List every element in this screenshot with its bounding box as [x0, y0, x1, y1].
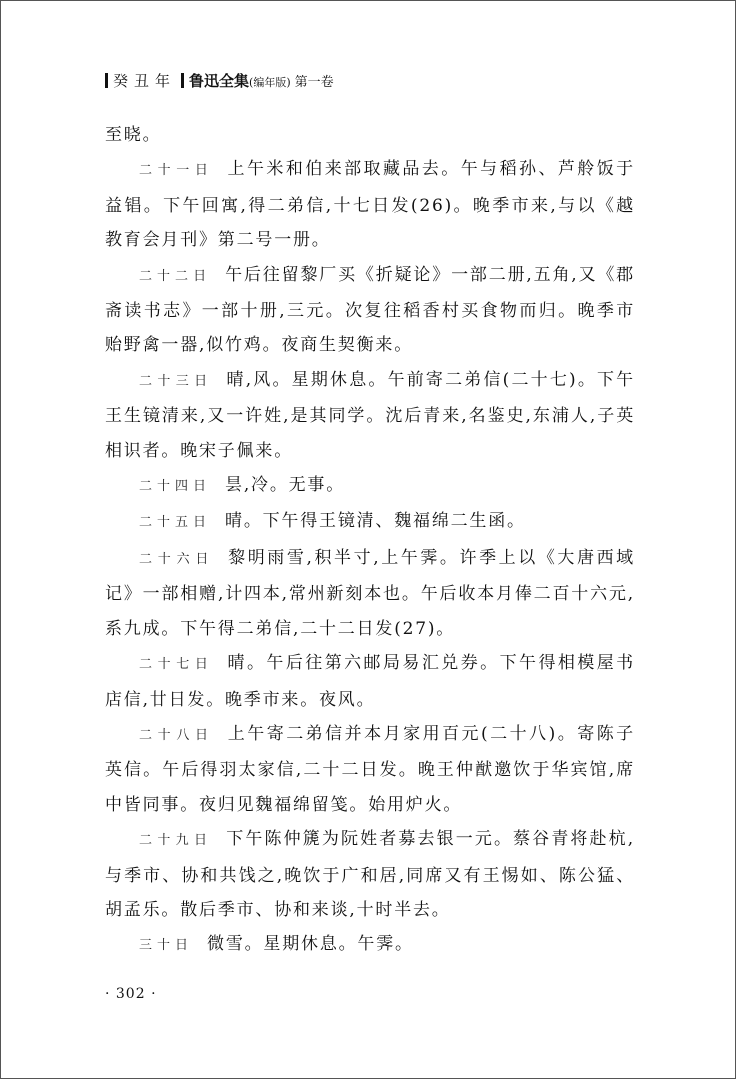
header-title: 鲁迅全集 [189, 72, 250, 90]
entry-date: 二十七日 [139, 657, 214, 673]
entry-text: 至晓。 [105, 125, 162, 145]
diary-entry [105, 152, 635, 257]
diary-entry [105, 927, 635, 963]
header-year: 癸丑年 [113, 72, 177, 90]
header-edition: (编年版) [249, 76, 291, 89]
entry-date: 二十一日 [139, 163, 214, 179]
diary-entry [105, 363, 635, 468]
entry-text: 午后往留黎厂买《折疑论》一部二册,五角,又《郡斋读书志》一部十册,三元。次复往稻香村买食物而归。晚季市贻野禽一器,似竹鸡。夜商生契衡来。 [105, 264, 635, 356]
entry-text: 晴,风。星期休息。午前寄二弟信(二十七)。下午王生镜清来,又一许姓,是其同学。沈后青来,名鉴史,东浦人,子英相识者。晚宋子佩来。 [105, 369, 635, 461]
diary-entry-continuation [105, 118, 635, 152]
entry-text: 黎明雨雪,积半寸,上午霁。许季上以《大唐西域记》一部相赠,计四本,常州新刻本也。午后收本月俸二百十六元,系九成。下午得二弟信,二十二日发(27)。 [105, 547, 635, 639]
entry-text: 上午寄二弟信并本月家用百元(二十八)。寄陈子英信。午后得羽太家信,二十二日发。晚王仲猷邀饮于华宾馆,席中皆同事。夜归见魏福绵留笺。始用炉火。 [105, 723, 635, 815]
diary-entry [105, 541, 635, 646]
header-volume: 第一卷 [294, 75, 334, 90]
diary-body [105, 118, 635, 964]
running-header [105, 71, 334, 93]
entry-date: 二十四日 [139, 479, 212, 495]
diary-entry [105, 822, 635, 927]
entry-text: 下午陈仲篪为阮姓者募去银一元。蔡谷青将赴杭,与季市、协和共饯之,晚饮于广和居,同席又有王惕如、陈公猛、胡孟乐。散后季市、协和来谈,十时半去。 [105, 829, 635, 920]
diary-entry [105, 646, 635, 717]
entry-date: 二十三日 [139, 373, 213, 389]
entry-text: 晴。下午得王镜清、魏福绵二生函。 [225, 511, 526, 532]
page-number: · 302 · [105, 986, 157, 1002]
entry-date: 三十日 [139, 938, 194, 954]
diary-entry [105, 258, 635, 363]
diary-entry [105, 504, 635, 540]
entry-date: 二十六日 [139, 551, 215, 567]
header-rule-left [105, 73, 108, 88]
entry-text: 微雪。星期休息。午霁。 [207, 934, 414, 955]
entry-text: 上午米和伯来部取藏品去。午与稻孙、芦舲饭于益锠。下午回寓,得二弟信,十七日发(26)。晚季市来,与以《越教育会月刊》第二号一册。 [105, 159, 635, 251]
diary-entry [105, 717, 635, 822]
diary-entry [105, 468, 635, 504]
header-rule-right [181, 73, 184, 88]
entry-date: 二十九日 [139, 833, 213, 849]
entry-text: 晴。午后往第六邮局易汇兑券。下午得相模屋书店信,廿日发。晚季市来。夜风。 [105, 653, 635, 710]
entry-text: 昙,冷。无事。 [225, 475, 346, 496]
entry-date: 二十八日 [139, 727, 214, 743]
entry-date: 二十五日 [139, 515, 212, 531]
entry-date: 二十二日 [139, 268, 212, 284]
